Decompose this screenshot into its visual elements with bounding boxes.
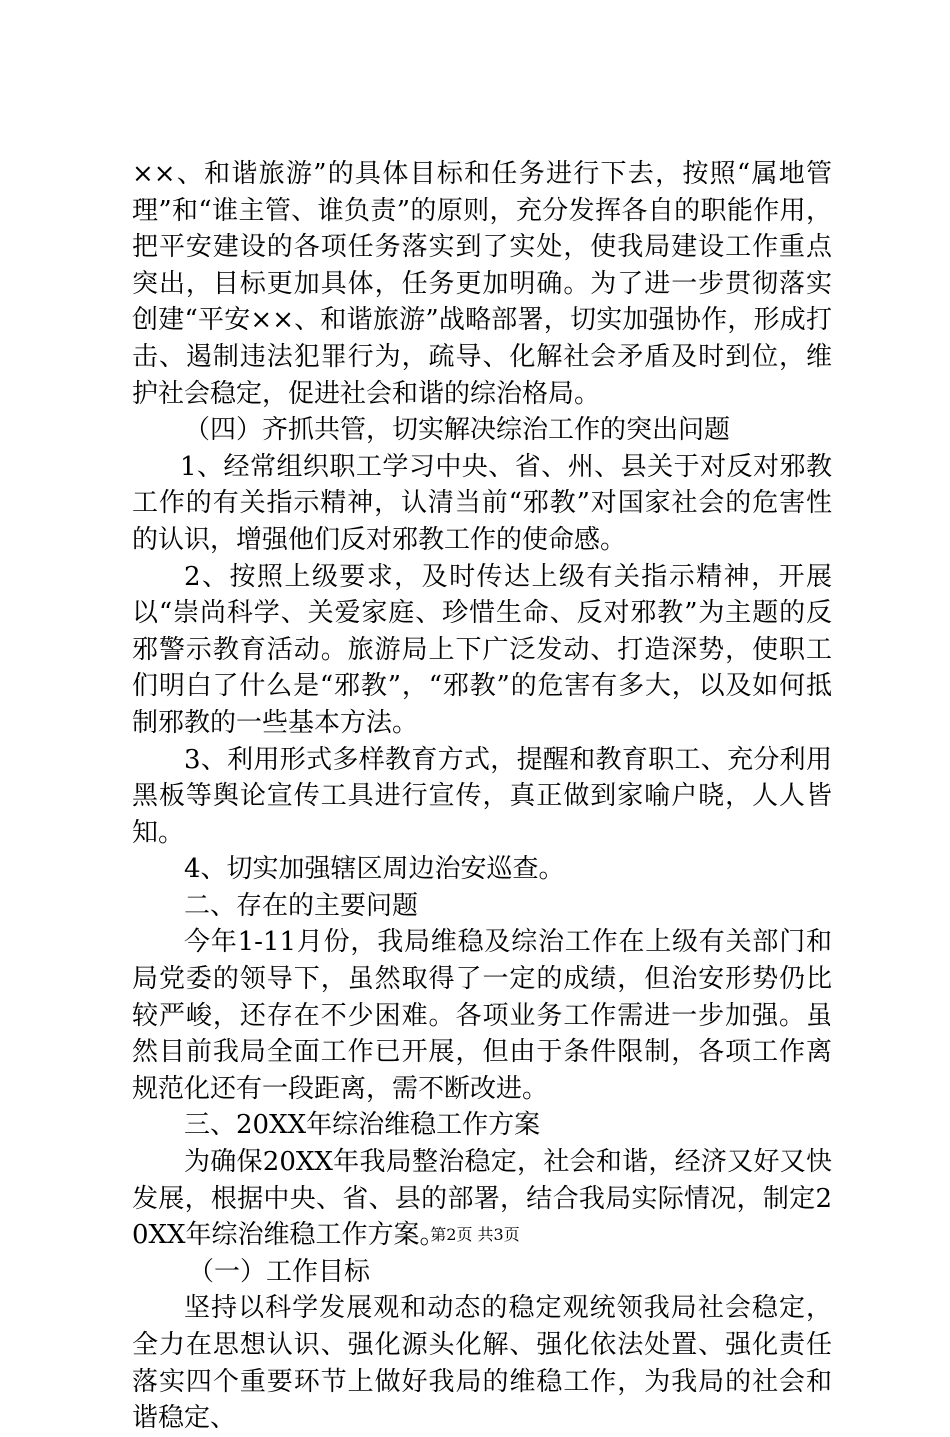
page-footer: 第2页 共3页 (430, 1225, 520, 1244)
paragraph: 1、经常组织职工学习中央、省、州、县关于对反对邪教工作的有关指示精神，认清当前“邪教”对国家社会的危害性的认识，增强他们反对邪教工作的使命感。 (132, 451, 832, 555)
paragraph: 2、按照上级要求，及时传达上级有关指示精神，开展以“崇尚科学、关爱家庭、珍惜生命、反对邪教”为主题的反邪警示教育活动。旅游局上下广泛发动、打造深势，使职工们明白了什么是“邪教”，“邪教”的危害有多大，以及如何抵制邪教的一些基本方法。 (132, 561, 832, 738)
paragraph: 3、利用形式多样教育方式，提醒和教育职工、充分利用黑板等舆论宣传工具进行宣传，真正做到家喻户晓，人人皆知。 (132, 744, 832, 848)
section-heading: 三、20XX年综治维稳工作方案 (184, 1110, 541, 1141)
section-heading: （一）工作目标 (188, 1256, 371, 1287)
paragraph: 为确保20XX年我局整治稳定，社会和谐，经济又好又快发展，根据中央、省、县的部署，结合我局实际情况，制定20XX年综治维稳工作方案。 (132, 1147, 832, 1251)
section-heading: （四）齐抓共管，切实解决综治工作的突出问题 (184, 415, 731, 446)
paragraph: ××、和谐旅游”的具体目标和任务进行下去，按照“属地管理”和“谁主管、谁负责”的原则，充分发挥各自的职能作用，把平安建设的各项任务落实到了实处，使我局建设工作重点突出，目标更加具体，任务更加明确。为了进一步贯彻落实创建“平安××、和谐旅游”战略部署，切实加强协作，形成打击、遏制违法犯罪行为，疏导、化解社会矛盾及时到位，维护社会稳定，促进社会和谐的综治格局。 (132, 159, 832, 409)
paragraph: 坚持以科学发展观和动态的稳定观统领我局社会稳定，全力在思想认识、强化源头化解、强化依法处置、强化责任落实四个重要环节上做好我局的维稳工作，为我局的社会和谐稳定、 (132, 1293, 832, 1434)
section-heading: 二、存在的主要问题 (184, 890, 419, 921)
paragraph: 4、切实加强辖区周边治安巡查。 (184, 854, 565, 885)
paragraph: 今年1-11月份，我局维稳及综治工作在上级有关部门和局党委的领导下，虽然取得了一定的成绩，但治安形势仍比较严峻，还存在不少困难。各项业务工作需进一步加强。虽然目前我局全面工作已开展，但由于条件限制，各项工作离规范化还有一段距离，需不断改进。 (132, 927, 832, 1104)
